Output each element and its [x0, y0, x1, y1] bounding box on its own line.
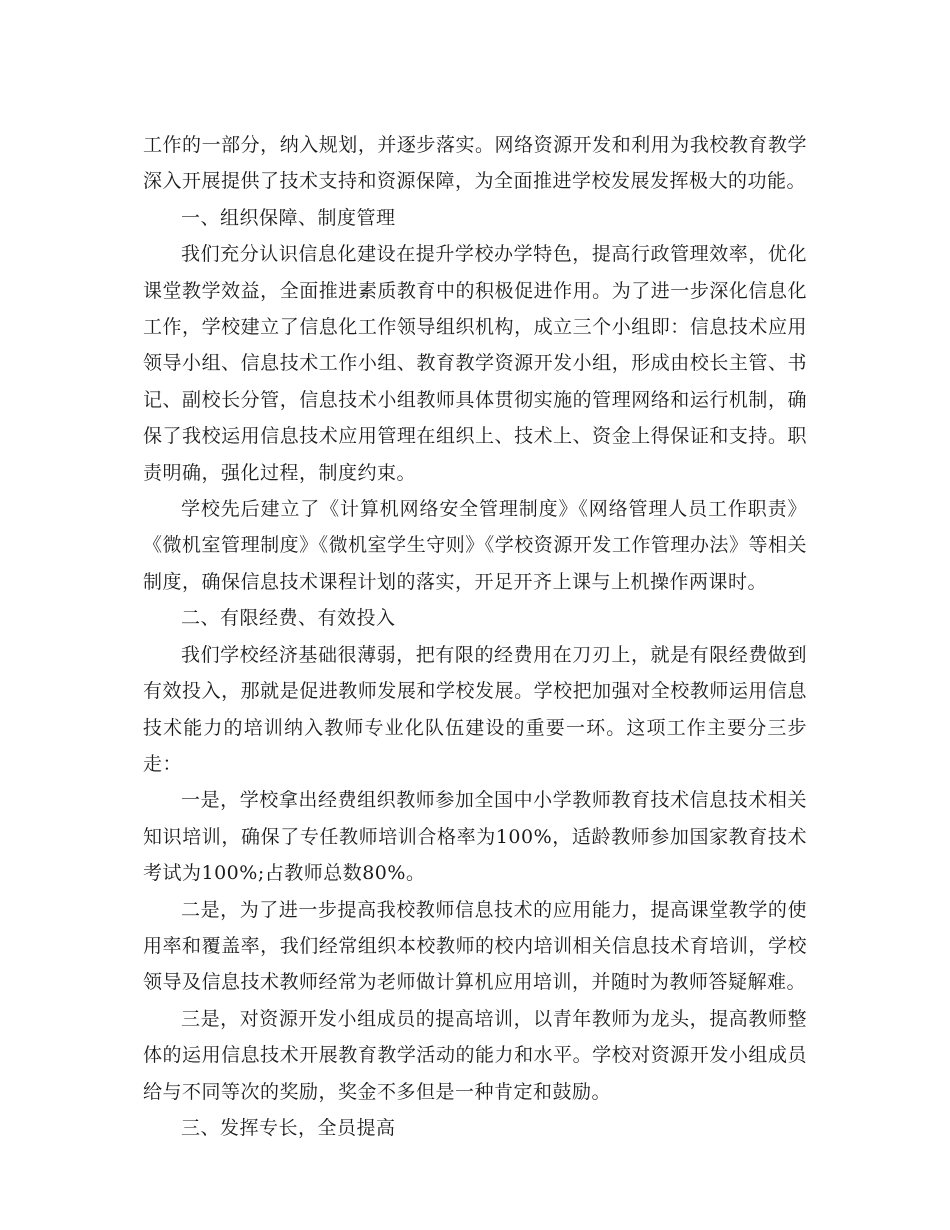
- paragraph-3: 学校先后建立了《计算机网络安全管理制度》《网络管理人员工作职责》《微机室管理制度》《微机室学生守则》《学校资源开发工作管理办法》等相关制度，确保信息技术课程计划的落实，开足开齐上课与上机操作两课时。: [143, 498, 807, 593]
- paragraph-7: 三是，对资源开发小组成员的提高培训，以青年教师为龙头，提高教师整体的运用信息技术开展教育教学活动的能力和水平。学校对资源开发小组成员给与不同等次的奖励，奖金不多但是一种肯定和鼓励。: [143, 1007, 807, 1103]
- paragraph-1: 工作的一部分，纳入规划，并逐步落实。网络资源开发和利用为我校教育教学深入开展提供了技术支持和资源保障，为全面推进学校发展发挥极大的功能。: [143, 134, 807, 193]
- section-heading-2: 二、有限经费、有效投入: [181, 607, 396, 630]
- document-body: [143, 127, 807, 1146]
- section-heading-1: 一、组织保障、制度管理: [181, 206, 396, 229]
- paragraph-4: 我们学校经济基础很薄弱，把有限的经费用在刀刃上，就是有限经费做到有效投入，那就是促进教师发展和学校发展。学校把加强对全校教师运用信息技术能力的培训纳入教师专业化队伍建设的重要一环。这项工作主要分三步走：: [143, 643, 807, 775]
- paragraph-2: 我们充分认识信息化建设在提升学校办学特色，提高行政管理效率，优化课堂教学效益，全面推进素质教育中的积极促进作用。为了进一步深化信息化工作，学校建立了信息化工作领导组织机构，成立三个小组即：信息技术应用领导小组、信息技术工作小组、教育教学资源开发小组，形成由校长主管、书记、副校长分管，信息技术小组教师具体贯彻实施的管理网络和运行机制，确保了我校运用信息技术应用管理在组织上、技术上、资金上得保证和支持。职责明确，强化过程，制度约束。: [143, 243, 807, 484]
- paragraph-5: 一是，学校拿出经费组织教师参加全国中小学教师教育技术信息技术相关知识培训，确保了专任教师培训合格率为100%，适龄教师参加国家教育技术考试为100%;占教师总数80%。: [143, 789, 807, 885]
- section-heading-3: 三、发挥专长，全员提高: [181, 1116, 396, 1139]
- paragraph-6: 二是，为了进一步提高我校教师信息技术的应用能力，提高课堂教学的使用率和覆盖率，我们经常组织本校教师的校内培训相关信息技术育培训，学校领导及信息技术教师经常为老师做计算机应用培训，并随时为教师答疑解难。: [143, 898, 807, 994]
